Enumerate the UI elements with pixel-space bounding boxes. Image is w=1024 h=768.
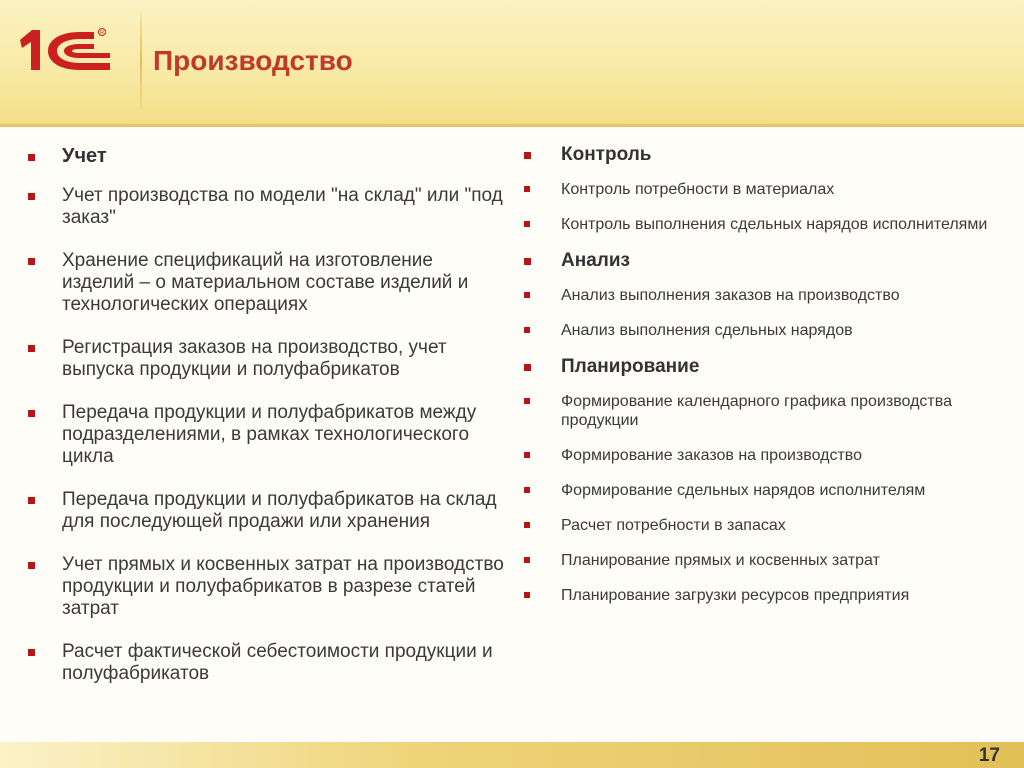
list-item: Контроль потребности в материалах (522, 180, 1002, 199)
list-item: Передача продукции и полуфабрикатов между подразделениями, в рамках технологического цикла (26, 402, 506, 468)
bullet-icon (28, 562, 35, 569)
bullet-icon (524, 487, 530, 493)
bullet-icon (524, 557, 530, 563)
bullet-icon (524, 327, 530, 333)
bullet-icon (28, 345, 35, 352)
bullet-icon (28, 258, 35, 265)
list-item: Расчет фактической себестоимости продукции и полуфабрикатов (26, 641, 506, 685)
list-item: Планирование загрузки ресурсов предприятия (522, 586, 1002, 605)
bullet-icon (524, 592, 530, 598)
bullet-icon (524, 364, 531, 371)
bullet-icon (28, 154, 35, 161)
section-heading-accounting: Учет (26, 144, 506, 168)
1c-logo-icon (18, 26, 113, 74)
bullet-icon (524, 522, 530, 528)
list-item: Расчет потребности в запасах (522, 516, 1002, 535)
svg-text:R: R (100, 30, 104, 36)
header-underline (0, 124, 1024, 127)
list-item: Формирование заказов на производство (522, 446, 1002, 465)
bullet-icon (524, 398, 530, 404)
list-item: Планирование прямых и косвенных затрат (522, 551, 1002, 570)
page-title: Производство (153, 45, 353, 76)
list-item: Анализ выполнения заказов на производство (522, 286, 1002, 305)
list-item: Регистрация заказов на производство, учет выпуска продукции и полуфабрикатов (26, 337, 506, 381)
left-column (26, 144, 506, 706)
list-item: Учет прямых и косвенных затрат на производство продукции и полуфабрикатов в разрезе статей затрат (26, 554, 506, 620)
bullet-icon (524, 292, 530, 298)
list-item: Передача продукции и полуфабрикатов на склад для последующей продажи или хранения (26, 489, 506, 533)
header-divider (140, 12, 142, 110)
list-item: Формирование календарного графика производства продукции (522, 392, 1002, 430)
list-item: Учет производства по модели "на склад" или "под заказ" (26, 185, 506, 229)
bullet-icon (28, 410, 35, 417)
bullet-icon (524, 152, 531, 159)
bullet-icon (28, 497, 35, 504)
section-heading-control: Контроль (522, 144, 1002, 166)
footer-bar (0, 742, 1024, 768)
bullet-icon (28, 649, 35, 656)
bullet-icon (28, 193, 35, 200)
section-heading-planning: Планирование (522, 356, 1002, 378)
bullet-icon (524, 221, 530, 227)
list-item: Анализ выполнения сдельных нарядов (522, 321, 1002, 340)
list-item: Контроль выполнения сдельных нарядов исполнителями (522, 215, 1002, 234)
page-number: 17 (978, 745, 1000, 766)
right-column (522, 144, 1002, 621)
list-item: Хранение спецификаций на изготовление изделий – о материальном составе изделий и технологических операциях (26, 250, 506, 316)
list-item: Формирование сдельных нарядов исполнителям (522, 481, 1002, 500)
bullet-icon (524, 452, 530, 458)
bullet-icon (524, 186, 530, 192)
bullet-icon (524, 258, 531, 265)
section-heading-analysis: Анализ (522, 250, 1002, 272)
